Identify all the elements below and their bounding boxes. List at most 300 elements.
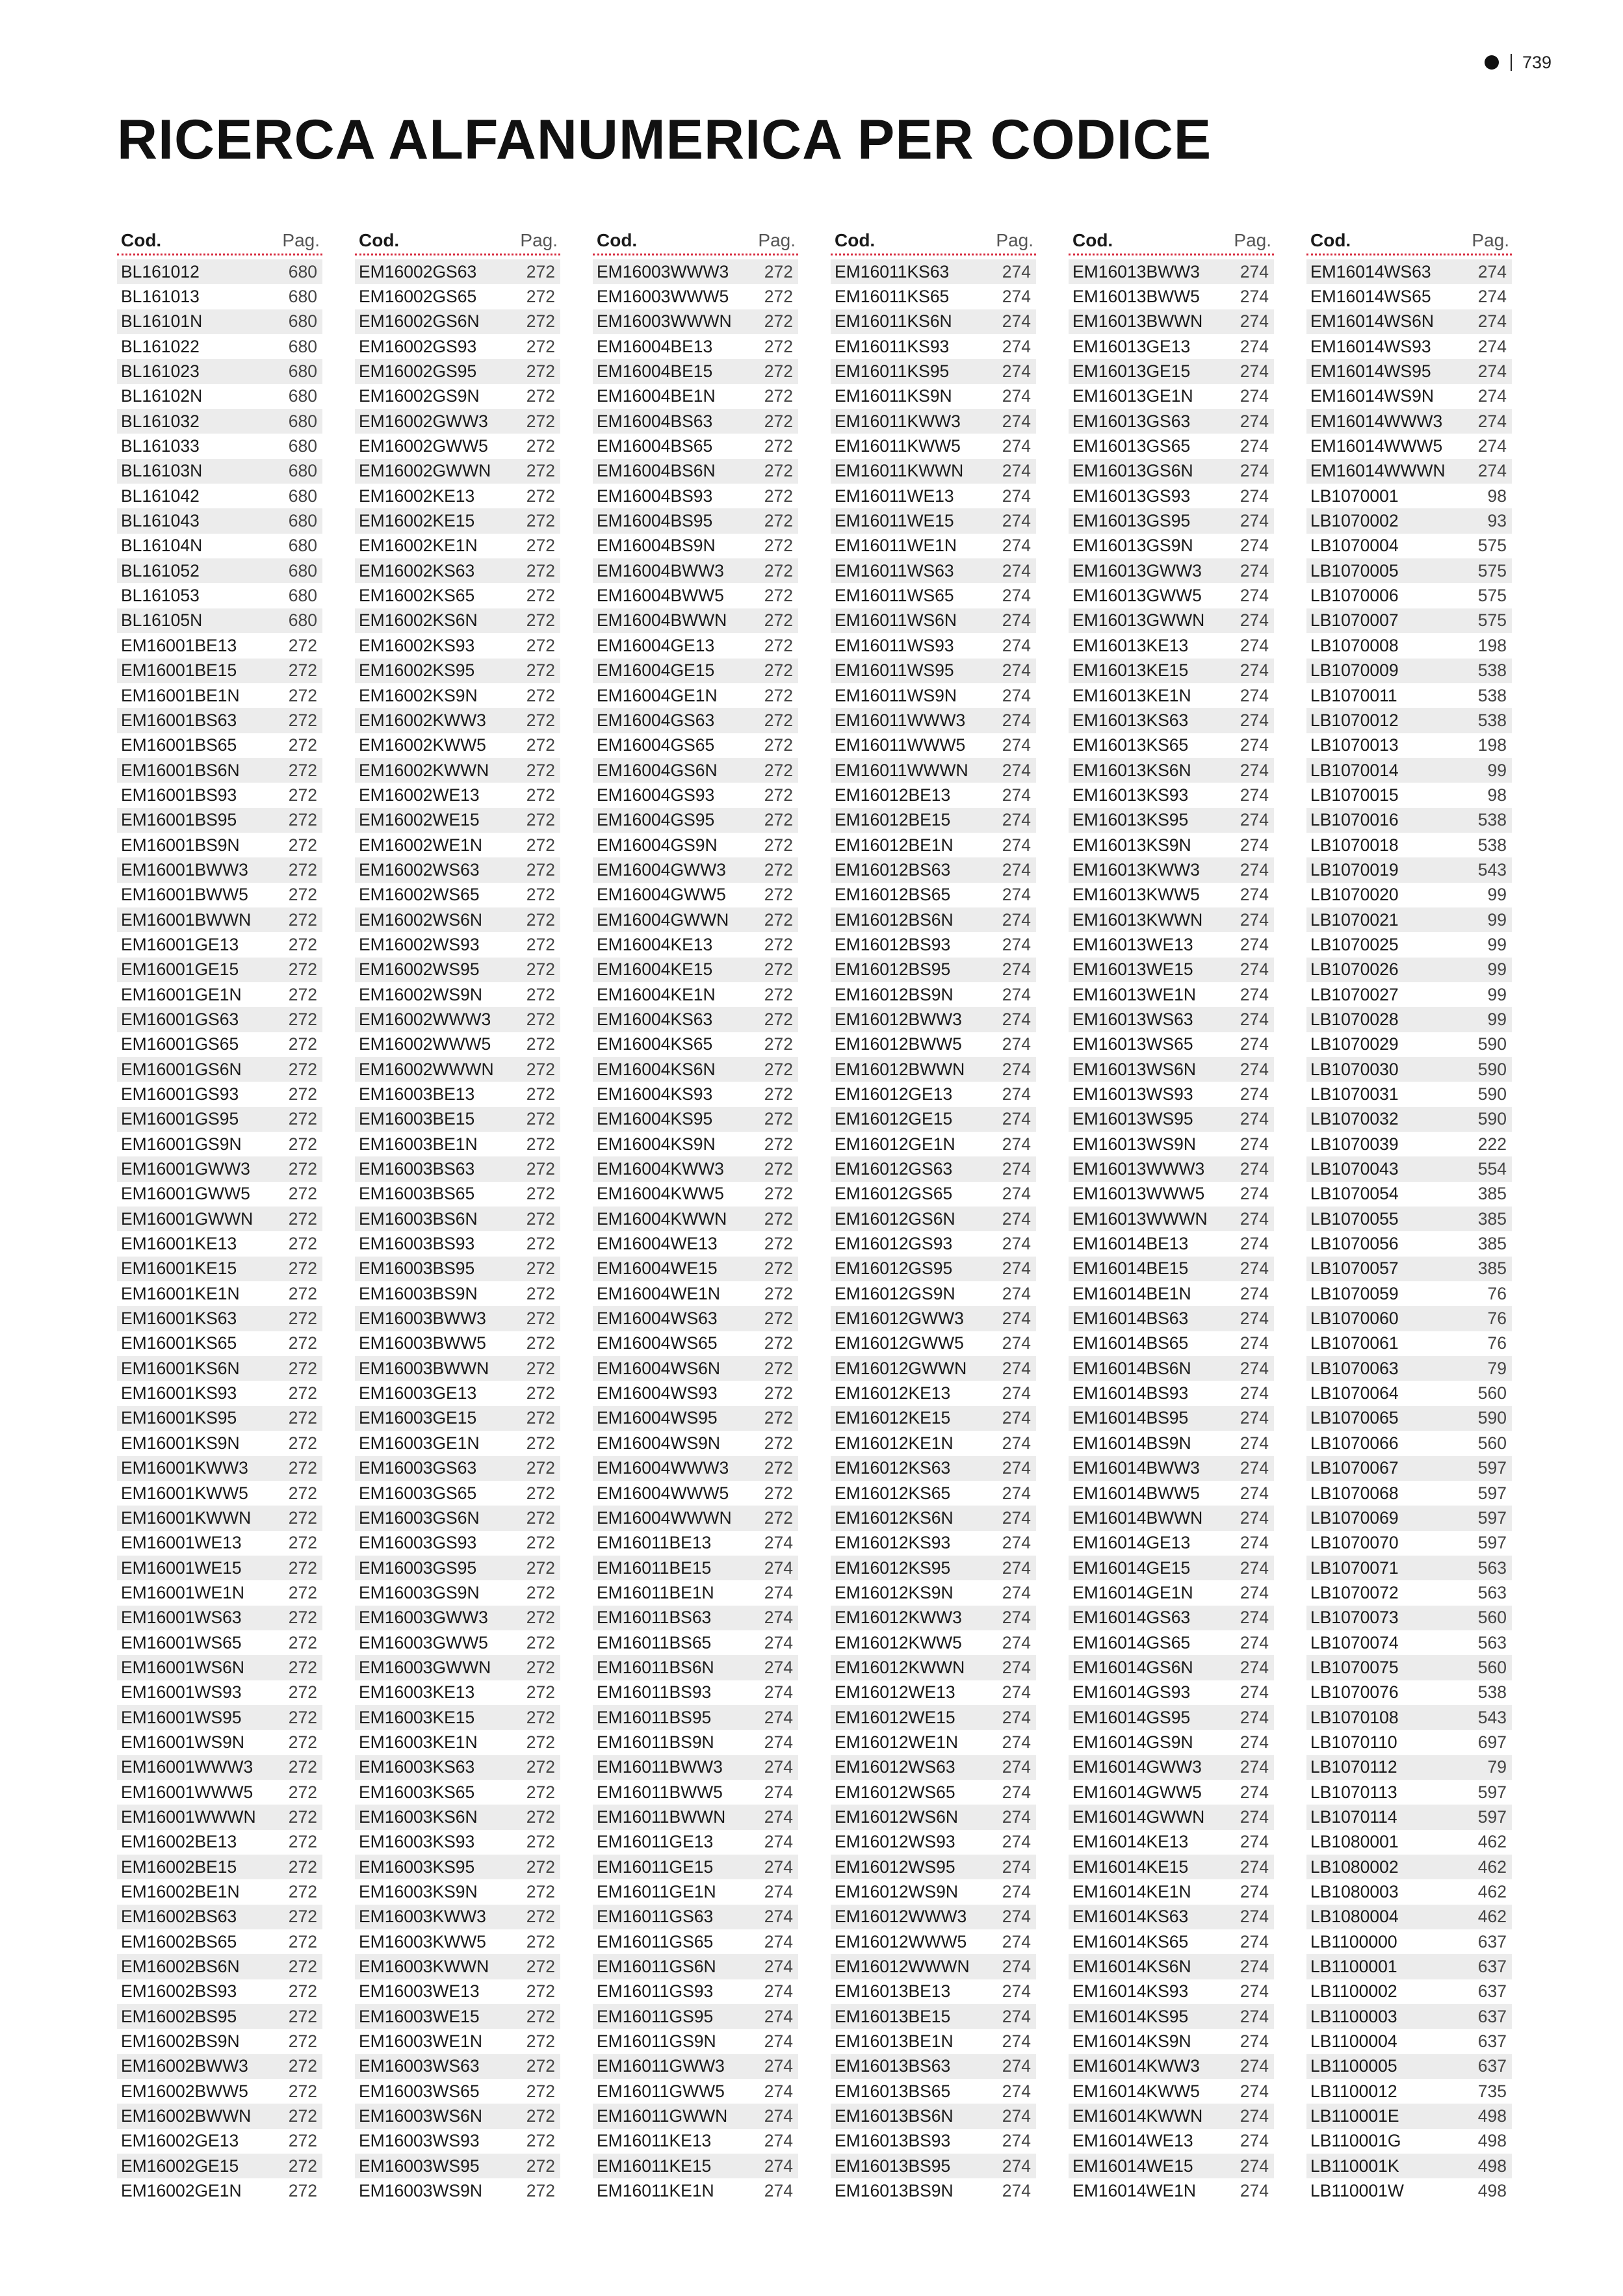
table-row [1069, 1032, 1274, 1057]
product-code: EM16003WS95 [359, 2156, 480, 2176]
table-row [355, 633, 560, 658]
table-row [1069, 309, 1274, 334]
table-row [831, 583, 1036, 608]
product-code: EM16013BS6N [835, 2106, 954, 2126]
table-row [593, 783, 798, 807]
page-ref: 272 [526, 760, 555, 780]
page-ref: 272 [526, 1682, 555, 1702]
table-row [355, 583, 560, 608]
product-code: EM16004WS63 [597, 1309, 718, 1329]
product-code: EM16012KS95 [835, 1558, 951, 1578]
divider [1511, 54, 1512, 71]
table-row [831, 708, 1036, 733]
page-ref: 274 [764, 1533, 793, 1553]
product-code: EM16001GS63 [121, 1009, 239, 1029]
table-row [593, 758, 798, 783]
table-row [117, 484, 322, 508]
page-ref: 98 [1487, 785, 1507, 805]
table-row [1069, 484, 1274, 508]
product-code: EM16004WE13 [597, 1234, 718, 1254]
table-row [355, 1630, 560, 1655]
table-row [1069, 1755, 1274, 1780]
table-row [1069, 1456, 1274, 1481]
product-code: EM16011GS63 [597, 1907, 714, 1927]
table-row [355, 1705, 560, 1730]
table-row [593, 1207, 798, 1231]
product-code: EM16004KS93 [597, 1084, 713, 1104]
page-ref: 272 [764, 336, 793, 356]
product-code: EM16013BE13 [835, 1981, 951, 2002]
product-code: EM16013KWW3 [1072, 859, 1200, 880]
product-code: LB110001E [1310, 2106, 1399, 2126]
table-row [1306, 883, 1512, 907]
product-code: EM16002WS65 [359, 885, 480, 905]
page-ref: 462 [1477, 1907, 1507, 1927]
page-ref: 272 [526, 1732, 555, 1752]
product-code: EM16011BE1N [597, 1582, 714, 1602]
page-ref: 272 [764, 1184, 793, 1204]
page-ref: 274 [1240, 411, 1269, 431]
product-code: EM16013WE1N [1072, 984, 1197, 1004]
table-row [355, 2054, 560, 2079]
product-code: EM16001KE13 [121, 1234, 237, 1254]
table-row [355, 683, 560, 708]
product-code: EM16004BS6N [597, 461, 716, 481]
page-ref: 272 [764, 511, 793, 531]
page-ref: 274 [1002, 1184, 1031, 1204]
page-ref: 274 [1240, 2106, 1269, 2126]
page-ref: 697 [1477, 1732, 1507, 1752]
product-code: EM16003WS63 [359, 2056, 480, 2076]
product-code: EM16014GS65 [1072, 1632, 1191, 1652]
page-ref: 272 [526, 2131, 555, 2151]
page-ref: 272 [526, 885, 555, 905]
product-code: EM16002KWW5 [359, 735, 486, 755]
product-code: EM16012KWW5 [835, 1632, 962, 1652]
table-row [593, 1979, 798, 2004]
product-code: EM16014KWWN [1072, 2106, 1203, 2126]
table-row [1306, 2029, 1512, 2054]
page-ref: 274 [764, 1957, 793, 1977]
product-code: EM16001GS9N [121, 1134, 242, 1154]
page-ref: 274 [1002, 909, 1031, 930]
page-ref: 272 [526, 2106, 555, 2126]
product-code: EM16002BE15 [121, 1857, 237, 1877]
page-ref: 274 [1240, 760, 1269, 780]
page-ref: 99 [1487, 885, 1507, 905]
page-ref: 272 [526, 1657, 555, 1677]
product-code: EM16013GWWN [1072, 610, 1205, 631]
product-code: EM16004WS65 [597, 1333, 718, 1353]
table-row [593, 1780, 798, 1805]
product-code: EM16012WE15 [835, 1707, 955, 1727]
product-code: EM16004WS95 [597, 1408, 718, 1428]
table-row [117, 808, 322, 833]
table-row [593, 434, 798, 458]
table-row [355, 733, 560, 758]
product-code: EM16001WS9N [121, 1732, 245, 1752]
page-ref: 272 [526, 1832, 555, 1852]
table-row [1306, 1481, 1512, 1506]
page-ref: 680 [288, 361, 317, 382]
table-row [1069, 1905, 1274, 1929]
page-ref: 272 [526, 1084, 555, 1104]
product-code: EM16013KE15 [1072, 660, 1189, 681]
table-row [1306, 1755, 1512, 1780]
table-row [355, 883, 560, 907]
product-code: EM16014BS95 [1072, 1408, 1189, 1428]
product-code: LB1070004 [1310, 536, 1399, 556]
table-row [355, 2079, 560, 2104]
table-row [593, 1730, 798, 1755]
product-code: LB1070021 [1310, 909, 1399, 930]
product-code: EM16014BWW5 [1072, 1483, 1200, 1503]
product-code: LB1100003 [1310, 2006, 1397, 2026]
product-code: EM16012GWW5 [835, 1333, 964, 1353]
page-ref: 274 [764, 1682, 793, 1702]
table-row [117, 534, 322, 558]
table-row [1306, 1830, 1512, 1855]
product-code: EM16004KE13 [597, 934, 713, 954]
page-ref: 274 [1240, 2181, 1269, 2201]
product-code: LB1070020 [1310, 885, 1399, 905]
table-row [1306, 459, 1512, 484]
table-row [1069, 958, 1274, 982]
product-code: BL161012 [121, 261, 200, 281]
product-code: EM16003KS6N [359, 1807, 478, 1827]
table-row [831, 359, 1036, 384]
table-row [117, 1156, 322, 1181]
page-ref: 274 [1240, 461, 1269, 481]
table-row [1306, 384, 1512, 409]
table-row [1069, 1281, 1274, 1306]
table-row [1306, 508, 1512, 533]
table-row [117, 1107, 322, 1132]
page-ref: 272 [288, 2156, 317, 2176]
page-ref: 385 [1477, 1234, 1507, 1254]
page-ref: 274 [1240, 1333, 1269, 1353]
page-ref: 385 [1477, 1208, 1507, 1229]
table-row [1306, 2079, 1512, 2104]
table-row [831, 833, 1036, 857]
product-code: EM16001GWWN [121, 1208, 253, 1229]
table-row [117, 1431, 322, 1455]
table-row [355, 359, 560, 384]
product-code: EM16003KE13 [359, 1682, 475, 1702]
page-ref: 575 [1477, 586, 1507, 606]
table-row [355, 1431, 560, 1455]
product-code: BL161013 [121, 287, 200, 307]
product-code: EM16003WS65 [359, 2081, 480, 2101]
product-code: EM16014GWW5 [1072, 1782, 1202, 1802]
product-code: EM16013KS9N [1072, 835, 1191, 855]
table-row [1306, 708, 1512, 733]
product-code: LB1070014 [1310, 760, 1399, 780]
product-code: EM16002WE1N [359, 835, 483, 855]
table-row [117, 1007, 322, 1032]
table-row [355, 1606, 560, 1630]
page-ref: 272 [526, 1558, 555, 1578]
product-code: EM16013WWW3 [1072, 1159, 1205, 1179]
table-row [831, 1306, 1036, 1331]
product-code: EM16011KWWN [835, 461, 964, 481]
product-code: LB1070057 [1310, 1259, 1399, 1279]
page-ref: 274 [764, 1582, 793, 1602]
table-row [831, 1032, 1036, 1057]
page-ref: 272 [526, 361, 555, 382]
page-ref: 274 [1240, 835, 1269, 855]
page-ref: 272 [288, 635, 317, 655]
column-header [355, 226, 560, 255]
page-ref: 274 [1002, 785, 1031, 805]
page-ref: 274 [764, 1707, 793, 1727]
table-row [1306, 1655, 1512, 1680]
table-row [355, 1082, 560, 1106]
product-code: EM16004GS65 [597, 735, 715, 755]
page-ref: 272 [764, 735, 793, 755]
table-row [593, 1630, 798, 1655]
product-code: EM16003BS65 [359, 1184, 475, 1204]
table-row [593, 958, 798, 982]
product-code: EM16001GE1N [121, 984, 242, 1004]
table-row [1069, 1655, 1274, 1680]
product-code: LB1070026 [1310, 959, 1399, 980]
page-ref: 274 [1002, 287, 1031, 307]
product-code: EM16002WS95 [359, 959, 480, 980]
product-code: BL161032 [121, 411, 200, 431]
header-pag: Pag. [1234, 230, 1271, 250]
table-row [1069, 1954, 1274, 1979]
product-code: EM16004KS95 [597, 1109, 713, 1129]
table-row [831, 2029, 1036, 2054]
page-ref: 680 [288, 486, 317, 506]
table-row [593, 2129, 798, 2154]
page-ref: 272 [764, 560, 793, 581]
table-row [355, 608, 560, 633]
table-row [831, 1531, 1036, 1556]
table-row [355, 2029, 560, 2054]
product-code: LB1070031 [1310, 1084, 1399, 1104]
table-row [831, 1730, 1036, 1755]
table-row [1306, 1456, 1512, 1481]
page-ref: 272 [764, 1109, 793, 1129]
table-row [593, 583, 798, 608]
table-row [593, 808, 798, 833]
table-row [1069, 608, 1274, 633]
product-code: EM16014BS93 [1072, 1383, 1189, 1403]
product-code: LB1070009 [1310, 660, 1399, 681]
product-code: LB1070059 [1310, 1283, 1399, 1303]
product-code: EM16012WWWN [835, 1957, 970, 1977]
table-row [831, 1107, 1036, 1132]
page-ref: 274 [1002, 1907, 1031, 1927]
table-row [355, 334, 560, 359]
product-code: EM16003GE1N [359, 1433, 480, 1453]
product-code: EM16003BE13 [359, 1084, 475, 1104]
product-code: LB1070055 [1310, 1208, 1399, 1229]
table-row [831, 1431, 1036, 1455]
page-ref: 274 [1002, 1507, 1031, 1528]
product-code: EM16013WS63 [1072, 1009, 1193, 1029]
page-ref: 680 [288, 461, 317, 481]
product-code: EM16002KS93 [359, 635, 475, 655]
product-code: EM16013GWW3 [1072, 560, 1202, 581]
product-code: EM16013BWW3 [1072, 261, 1200, 281]
page-ref: 274 [1477, 461, 1507, 481]
product-code: EM16014WWW3 [1310, 411, 1443, 431]
product-code: EM16014WWW5 [1310, 436, 1443, 456]
page-ref: 637 [1477, 2031, 1507, 2052]
product-code: EM16004GS6N [597, 760, 718, 780]
table-row [1306, 1905, 1512, 1929]
product-code: EM16011WS95 [835, 660, 954, 681]
product-code: EM16013WE15 [1072, 959, 1193, 980]
table-row [1306, 1281, 1512, 1306]
page-ref: 274 [1002, 536, 1031, 556]
page-ref: 274 [1240, 1283, 1269, 1303]
table-row [1069, 1007, 1274, 1032]
table-row [117, 284, 322, 309]
table-row [831, 259, 1036, 284]
product-code: EM16011GWWN [597, 2106, 728, 2126]
page-ref: 272 [526, 810, 555, 830]
table-row [1069, 2129, 1274, 2154]
table-row [355, 384, 560, 409]
product-code: EM16002BS95 [121, 2006, 237, 2026]
product-code: EM16002WS63 [359, 859, 480, 880]
header-pag: Pag. [758, 230, 796, 250]
table-row [1069, 1680, 1274, 1705]
product-code: EM16003WWW3 [597, 261, 729, 281]
table-row [117, 1057, 322, 1082]
product-code: EM16012WS95 [835, 1857, 955, 1877]
page-ref: 274 [1002, 610, 1031, 631]
product-code: EM16012KWWN [835, 1657, 965, 1677]
page-ref: 274 [1240, 1657, 1269, 1677]
product-code: EM16014KE13 [1072, 1832, 1189, 1852]
table-row [831, 907, 1036, 932]
page-ref: 575 [1477, 610, 1507, 631]
product-code: LB1070013 [1310, 735, 1399, 755]
product-code: EM16003BWW3 [359, 1309, 486, 1329]
table-row [831, 1281, 1036, 1306]
page-ref: 560 [1477, 1657, 1507, 1677]
table-row [831, 1606, 1036, 1630]
page-ref: 272 [764, 1433, 793, 1453]
table-row [117, 583, 322, 608]
table-row [1306, 1007, 1512, 1032]
product-code: EM16003WWWN [597, 311, 732, 332]
page-ref: 274 [1002, 1682, 1031, 1702]
table-row [1306, 1556, 1512, 1580]
product-code: EM16014WS9N [1310, 386, 1435, 406]
product-code: LB1070007 [1310, 610, 1399, 631]
page-ref: 272 [764, 287, 793, 307]
table-row [117, 907, 322, 932]
page-ref: 274 [764, 2031, 793, 2052]
page-ref: 274 [1240, 1159, 1269, 1179]
table-row [1069, 1182, 1274, 1207]
product-code: EM16012WWW5 [835, 1931, 967, 1951]
page-ref: 274 [1002, 1832, 1031, 1852]
product-code: EM16004GE1N [597, 685, 718, 705]
table-row [117, 1231, 322, 1256]
table-row [831, 1506, 1036, 1530]
product-code: EM16013BS95 [835, 2156, 951, 2176]
page-ref: 274 [764, 2081, 793, 2101]
table-row [1069, 1630, 1274, 1655]
product-code: EM16011KE15 [597, 2156, 712, 2176]
product-code: EM16001WWW3 [121, 1757, 253, 1777]
page-ref: 98 [1487, 486, 1507, 506]
page-ref: 274 [1002, 2006, 1031, 2026]
product-code: EM16002BWW3 [121, 2056, 248, 2076]
table-row [355, 1132, 560, 1156]
page-ref: 272 [526, 710, 555, 730]
product-code: EM16012GS63 [835, 1159, 953, 1179]
page-ref: 274 [1002, 1981, 1031, 2002]
page-ref: 274 [1240, 2056, 1269, 2076]
product-code: EM16004GWWN [597, 909, 729, 930]
table-row [1306, 309, 1512, 334]
page-ref: 272 [526, 1433, 555, 1453]
table-row [831, 1830, 1036, 1855]
page-ref: 272 [288, 909, 317, 930]
page-ref: 498 [1477, 2181, 1507, 2201]
page-ref: 272 [526, 1109, 555, 1129]
table-row [831, 1182, 1036, 1207]
table-row [1069, 1431, 1274, 1455]
table-row [1069, 459, 1274, 484]
product-code: EM16013WWW5 [1072, 1184, 1205, 1204]
product-code: EM16014GE13 [1072, 1533, 1191, 1553]
table-row [1306, 982, 1512, 1007]
page-ref: 274 [1002, 1333, 1031, 1353]
product-code: LB1070029 [1310, 1034, 1399, 1054]
page-ref: 272 [526, 660, 555, 681]
product-code: LB1070002 [1310, 511, 1399, 531]
page-ref: 272 [526, 586, 555, 606]
table-row [593, 883, 798, 907]
product-code: BL161052 [121, 560, 200, 581]
page-ref: 274 [1002, 710, 1031, 730]
page-ref: 272 [288, 1657, 317, 1677]
product-code: EM16012GWWN [835, 1358, 967, 1378]
product-code: EM16014WS95 [1310, 361, 1431, 382]
table-row [831, 508, 1036, 533]
table-row [831, 1231, 1036, 1256]
product-code: EM16004WWWN [597, 1507, 732, 1528]
page-ref: 274 [1002, 1383, 1031, 1403]
page-ref: 680 [288, 536, 317, 556]
product-code: EM16002WWWN [359, 1059, 494, 1079]
table-row [831, 883, 1036, 907]
product-code: LB1070012 [1310, 710, 1399, 730]
table-row [831, 932, 1036, 957]
page-ref: 597 [1477, 1533, 1507, 1553]
product-code: EM16002KE1N [359, 536, 478, 556]
product-code: EM16013KS6N [1072, 760, 1191, 780]
product-code: EM16002KS95 [359, 660, 475, 681]
table-row [355, 1406, 560, 1431]
product-code: EM16001GE13 [121, 934, 239, 954]
table-row [117, 1979, 322, 2004]
product-code: LB1070006 [1310, 586, 1399, 606]
page-ref: 637 [1477, 2056, 1507, 2076]
product-code: EM16011BS9N [597, 1732, 714, 1752]
table-row [1069, 857, 1274, 882]
page-ref: 274 [1240, 934, 1269, 954]
